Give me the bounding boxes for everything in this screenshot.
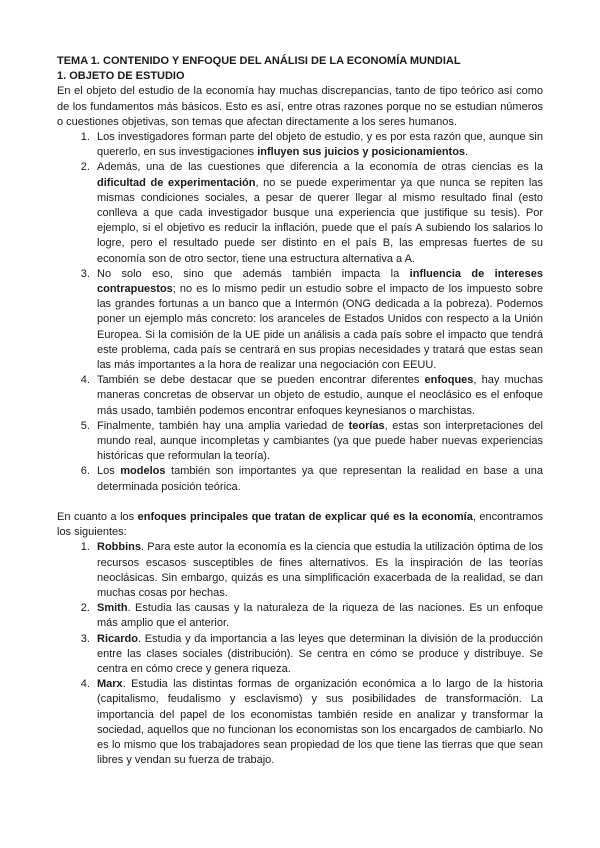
intro-paragraph: En el objeto del estudio de la economía hay muchas discrepancias, tanto de tipo teórico así como de los fundamentos más básicos. Esto es así, entre otras razones porque no se estudian números o cuestiones objetivas, son temas que afectan directamente a los seres humanos.: [57, 85, 543, 128]
section-title: 1. OBJETO DE ESTUDIO: [57, 70, 185, 83]
approaches-paragraph: [57, 510, 543, 540]
item-text: . Estudia y da importancia a las leyes que determinan la división de la producción entre las clases sociales (distribución). Se centra en cómo se produce y distribuye. Se centra en cómo crece y genera riqueza.: [97, 632, 543, 675]
item-text: también son importantes ya que representan la realidad en base a una determinada posición teórica.: [97, 465, 544, 493]
list-item: [93, 160, 543, 266]
item-text: Los: [97, 465, 121, 478]
paragraph-spacer: [57, 495, 543, 510]
item-text: , hay muchas maneras concretas de observar un objeto de estudio, aunque el neoclásico es el enfoque más usado, también podemos encontrar enfoques keynesianos o marchistas.: [97, 374, 543, 417]
item-text: Además, una de las cuestiones que diferencia a la economía de otras ciencias es la: [97, 161, 543, 174]
author-name: Marx: [97, 678, 123, 691]
item-text: Finalmente, también hay una amplia variedad de: [97, 419, 349, 432]
paragraph-text: , encontramos los siguientes:: [57, 510, 543, 539]
list-item: [93, 601, 543, 631]
list-item: [93, 540, 543, 601]
item-text: . Para este autor la economía es la ciencia que estudia la utilización óptima de los recursos escasos susceptibles de fines alternativos. Es la inspiración de las teorías neoclásicas. Sin embargo, quizás es una simplificación exacerbada de la realidad, se dan muchas cosas por hechas.: [97, 541, 543, 599]
list-item: [93, 373, 543, 419]
item-keyword: enfoques: [424, 374, 474, 387]
item-keyword: dificultad de experimentación: [97, 176, 256, 189]
list-item: [93, 632, 543, 678]
item-text: .: [465, 146, 469, 159]
item-text: Los investigadores forman parte del objeto de estudio, y es por esta razón que, aunque sin quererlo, en sus investigaciones: [97, 131, 543, 159]
approaches-list: [57, 540, 543, 768]
item-text: . Estudia las causas y la naturaleza de la riqueza de las naciones. Es un enfoque más amplio que el anterior.: [97, 602, 543, 630]
item-text: También se debe destacar que se pueden encontrar diferentes: [97, 374, 425, 387]
item-text: , estas son interpretaciones del mundo real, aunque incompletas y cambiantes (ya que puede haber nuevas experiencias históricas que reformulan la teoría).: [97, 419, 543, 463]
item-keyword: influyen sus juicios y posicionamientos: [257, 146, 466, 159]
item-text: No solo eso, sino que además también impacta la: [97, 267, 410, 280]
item-keyword: modelos: [120, 465, 166, 478]
paragraph-keyword: enfoques principales que tratan de explicar qué es la economía: [137, 510, 473, 523]
list-item: [93, 419, 543, 465]
item-text: ; no es lo mismo pedir un estudio sobre el impacto de los impuesto sobre las grandes fortunas a un banco que a Intermón (ONG dedicada a la pobreza). Podemos poner un ejemplo más concreto: los aranceles de Estados Unidos con respecto a la Unión Europea. Si la comisión de la UE pide un análisis a cada país sobre el impacto que tendrá este problema, cada país se centrará en sus propias necesidades y tratará que estas sean las más importantes a la hora de realizar una negociación con EEUU.: [97, 283, 543, 372]
author-name: Smith: [97, 602, 128, 615]
author-name: Ricardo: [97, 632, 138, 645]
author-name: Robbins: [97, 541, 141, 554]
list-item: [93, 130, 543, 160]
characteristics-list: [57, 130, 543, 495]
item-text: . Estudia las distintas formas de organización económica a lo largo de la historia (capitalismo, feudalismo y esclavismo) y sus posibilidades de transformación. La importancia del papel de los economistas también reside en analizar y transformar la sociedad, aquellos que no funcionan los economistas son los encargados de cambiarlo. No es lo mismo que los trabajadores sean propiedad de los que tiene las tierras que que sean libres y vendan su fuerza de trabajo.: [97, 678, 543, 767]
list-item: [93, 267, 543, 373]
paragraph-text: En cuanto a los: [57, 510, 138, 523]
list-item: [93, 677, 543, 768]
document-heading: TEMA 1. CONTENIDO Y ENFOQUE DEL ANÁLISI DE LA ECONOMÍA MUNDIAL: [57, 55, 461, 67]
item-keyword: teorías: [348, 419, 385, 432]
item-text: , no se puede experimentar ya que nunca se repiten las mismas condiciones sociales, a pesar de querer llegar al mismo resultado final (esto conlleva a que cada investigador busque una experiencia que justifique su tesis). Por ejemplo, si el objetivo es reducir la inflación, puede que el país A subiendo los salarios lo logre, pero el resultado puede ser distinto en el país B, las empresas fuertes de su economía son de otro sector, tiene una estructura alternativa a A.: [97, 176, 543, 265]
list-item: [93, 464, 543, 494]
item-keyword: influencia de intereses contrapuestos: [97, 267, 543, 296]
